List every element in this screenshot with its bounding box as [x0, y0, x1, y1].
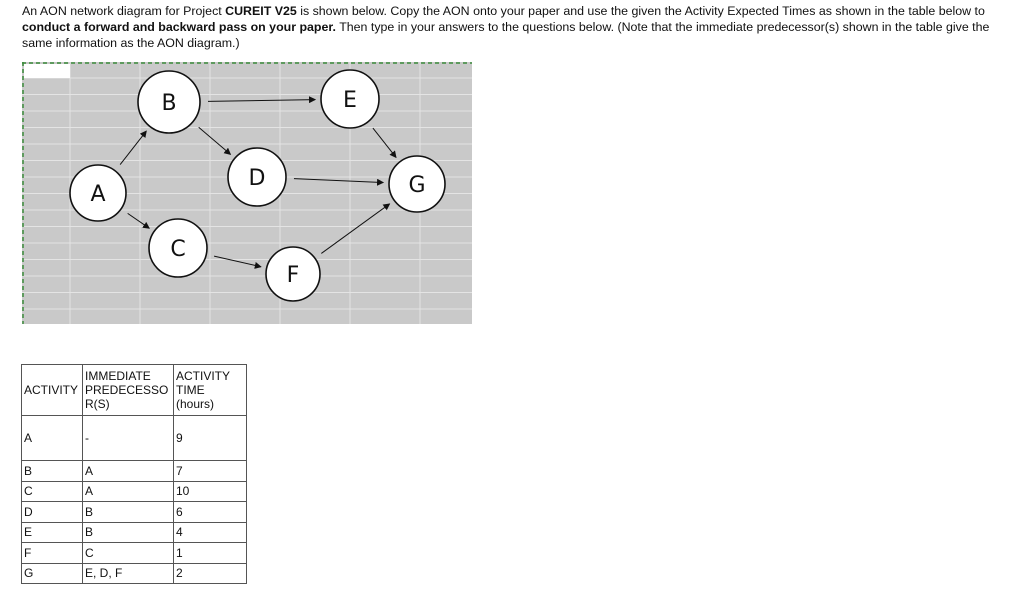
- node-c: [149, 219, 207, 277]
- header-activity: ACTIVITY: [22, 365, 83, 416]
- activity-table: [21, 364, 247, 584]
- cell-predecessor: C: [83, 543, 174, 564]
- cell-time: 4: [174, 522, 247, 543]
- cell-predecessor: B: [83, 502, 174, 523]
- table-row: [22, 416, 247, 461]
- cell-activity: G: [22, 563, 83, 584]
- table-row: [22, 481, 247, 502]
- node-label: G: [408, 173, 426, 198]
- aon-diagram-canvas: [22, 62, 472, 324]
- table-header-row: [22, 365, 247, 416]
- project-name: CUREIT V25: [225, 4, 297, 18]
- table-row: [22, 543, 247, 564]
- instructions-part-1: An AON network diagram for Project: [22, 4, 226, 18]
- cell-time: 6: [174, 502, 247, 523]
- node-e: [321, 70, 379, 128]
- header-predecessor: IMMEDIATE PREDECESSO R(S): [83, 365, 174, 416]
- cell-time: 2: [174, 563, 247, 584]
- cell-activity: A: [22, 416, 83, 461]
- node-b: [138, 71, 200, 133]
- cell-predecessor: E, D, F: [83, 563, 174, 584]
- table-row: [22, 563, 247, 584]
- node-label: C: [170, 237, 186, 262]
- cell-predecessor: -: [83, 416, 174, 461]
- task-emphasis: conduct a forward and backward pass on your paper.: [22, 20, 336, 34]
- instructions-part-2: is shown below. Copy the AON onto your paper and use the given the Activity Expected Times as shown in the table below to: [296, 4, 985, 18]
- cell-time: 7: [174, 461, 247, 482]
- cell-activity: C: [22, 481, 83, 502]
- instructions-part-3: Then type in your answers to the questions below. (Note that the immediate predecessor(s) shown in the table give the same information as the AON diagram.): [22, 20, 990, 50]
- cell-activity: E: [22, 522, 83, 543]
- node-label: D: [248, 166, 266, 191]
- cell-predecessor: B: [83, 522, 174, 543]
- node-g: [389, 156, 445, 212]
- table-row: [22, 522, 247, 543]
- table-row: [22, 502, 247, 523]
- node-label: E: [343, 88, 357, 113]
- node-label: F: [286, 263, 300, 288]
- cell-activity: F: [22, 543, 83, 564]
- cell-time: 1: [174, 543, 247, 564]
- aon-network-diagram: [22, 62, 472, 324]
- instructions-text: [22, 3, 1007, 51]
- header-time: ACTIVITY TIME (hours): [174, 365, 247, 416]
- node-label: B: [161, 91, 177, 116]
- cell-predecessor: A: [83, 481, 174, 502]
- node-f: [266, 247, 320, 301]
- cell-activity: B: [22, 461, 83, 482]
- selected-cell: [24, 64, 70, 78]
- node-label: A: [90, 182, 106, 207]
- cell-predecessor: A: [83, 461, 174, 482]
- node-a: [70, 165, 126, 221]
- node-d: [228, 148, 286, 206]
- table-row: [22, 461, 247, 482]
- cell-time: 9: [174, 416, 247, 461]
- cell-activity: D: [22, 502, 83, 523]
- cell-time: 10: [174, 481, 247, 502]
